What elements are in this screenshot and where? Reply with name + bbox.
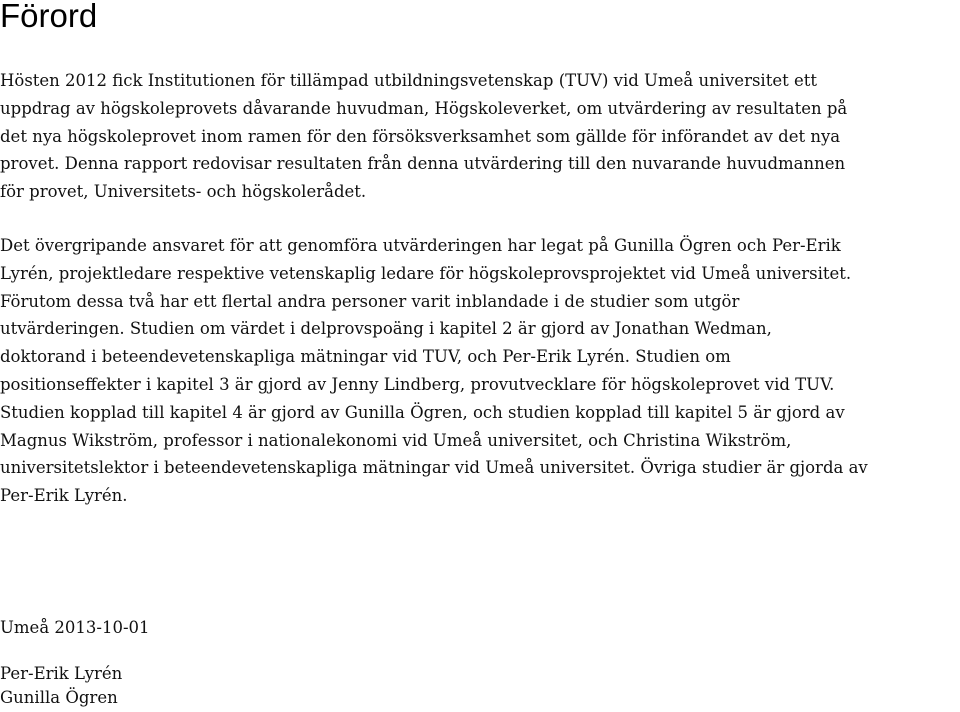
place-date: Umeå 2013-10-01 [0,618,150,637]
paragraph-line: universitetslektor i beteendevetenskapliga mätningar vid Umeå universitet. Övriga studier är gjorda av [0,458,868,478]
paragraph-line: Förutom dessa två har ett flertal andra personer varit inblandade i de studier som utgör [0,291,740,311]
page-title: Förord [0,0,98,34]
paragraph-line: för provet, Universitets- och högskolerådet. [0,182,367,202]
paragraph-line: utvärderingen. Studien om värdet i delprovspoäng i kapitel 2 är gjord av Jonathan Wedman, [0,319,772,339]
paragraph-intro [0,67,945,206]
paragraph-line: positionseffekter i kapitel 3 är gjord av Jenny Lindberg, provutvecklare för högskoleprovet vid TUV. [0,374,835,394]
paragraph-line: Magnus Wikström, professor i nationalekonomi vid Umeå universitet, och Christina Wikström, [0,430,792,450]
paragraph-line: Per-Erik Lyrén. [0,486,128,506]
signatory-name: Per-Erik Lyrén [0,664,123,683]
paragraph-line: Hösten 2012 fick Institutionen för tillämpad utbildningsvetenskap (TUV) vid Umeå universitet ett [0,71,817,90]
paragraph-line: Det övergripande ansvaret för att genomföra utvärderingen har legat på Gunilla Ögren och Per-Erik [0,236,841,255]
paragraph-line: uppdrag av högskoleprovets dåvarande huvudman, Högskoleverket, om utvärdering av resultaten på [0,98,848,118]
paragraph-responsibilities [0,232,945,510]
paragraph-line: provet. Denna rapport redovisar resultaten från denna utvärdering till den nuvarande huvudmannen [0,154,846,174]
paragraph-line: doktorand i beteendevetenskapliga mätningar vid TUV, och Per-Erik Lyrén. Studien om [0,347,731,367]
signatory-name: Gunilla Ögren [0,688,118,707]
paragraph-line: Studien kopplad till kapitel 4 är gjord av Gunilla Ögren, och studien kopplad till kapitel 5 är gjord av [0,402,845,422]
paragraph-line: det nya högskoleprovet inom ramen för den försöksverksamhet som gällde för införandet av det nya [0,126,841,146]
paragraph-line: Lyrén, projektledare respektive vetenskaplig ledare för högskoleprovsprojektet vid Umeå universitet. [0,263,852,283]
